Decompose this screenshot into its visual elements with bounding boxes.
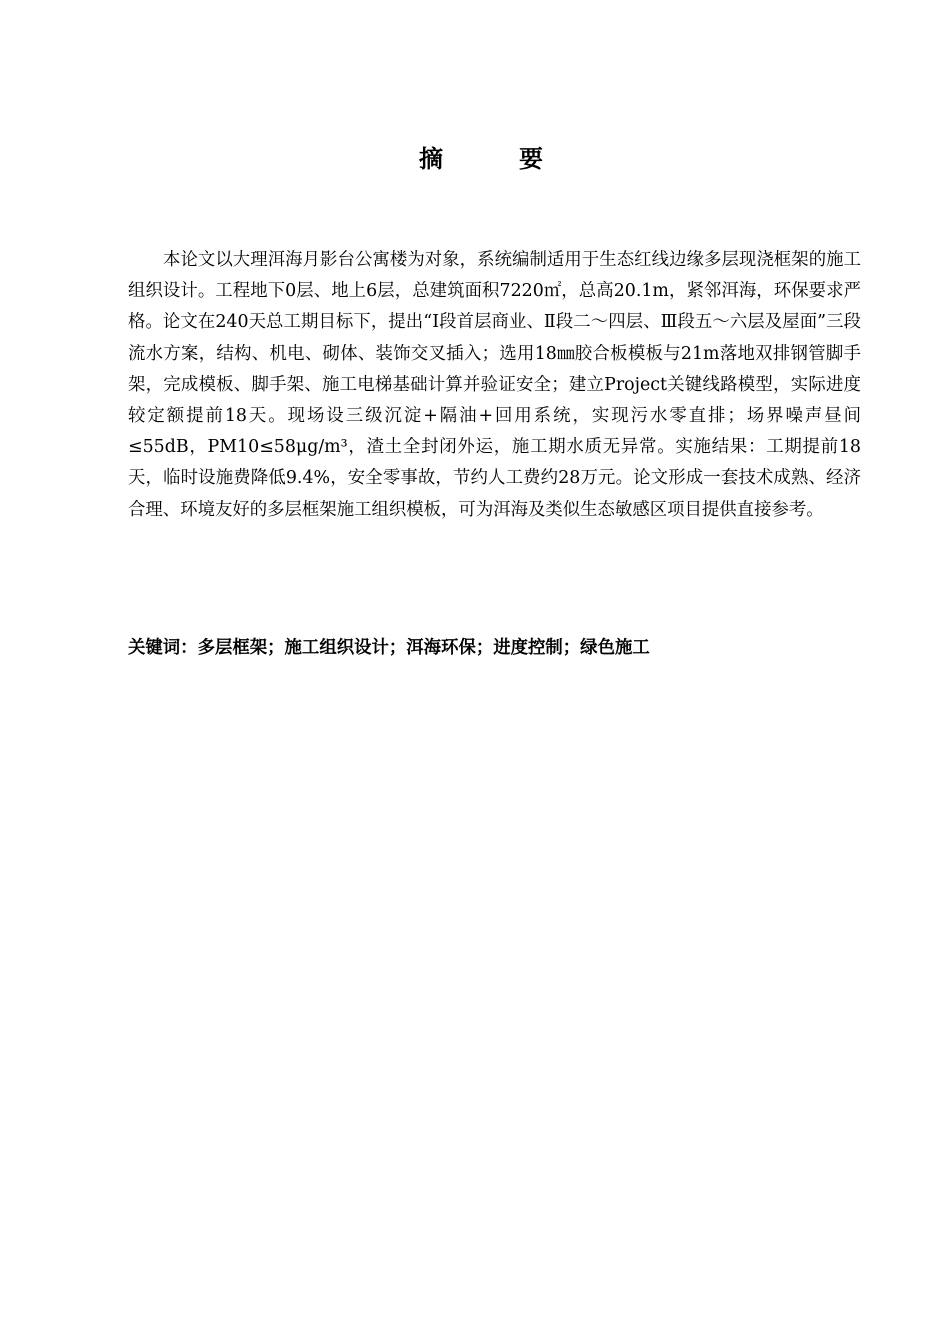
keywords-label: 关键词： (128, 638, 198, 658)
keywords-list: 多层框架；施工组织设计；洱海环保；进度控制；绿色施工 (197, 638, 650, 658)
keywords-line (128, 633, 861, 663)
abstract-paragraph: 本论文以大理洱海月影台公寓楼为对象，系统编制适用于生态红线边缘多层现浇框架的施工组织设计。工程地下0层、地上6层，总建筑面积7220㎡，总高20.1m，紧邻洱海，环保要求严格。论文在240天总工期目标下，提出“Ⅰ段首层商业、Ⅱ段二～四层、Ⅲ段五～六层及屋面”三段流水方案，结构、机电、砌体、装饰交叉插入；选用18㎜胶合板模板与21m落地双排钢管脚手架，完成模板、脚手架、施工电梯基础计算并验证安全；建立Project关键线路模型，实际进度较定额提前18天。现场设三级沉淀+隔油+回用系统，实现污水零直排；场界噪声昼间≤55dB，PM10≤58μg/m³，渣土全封闭外运，施工期水质无异常。实施结果：工期提前18天，临时设施费降低9.4%，安全零事故，节约人工费约28万元。论文形成一套技术成熟、经济合理、环境友好的多层框架施工组织模板，可为洱海及类似生态敏感区项目提供直接参考。 (128, 250, 861, 520)
abstract-title: 摘 要 (419, 144, 569, 173)
